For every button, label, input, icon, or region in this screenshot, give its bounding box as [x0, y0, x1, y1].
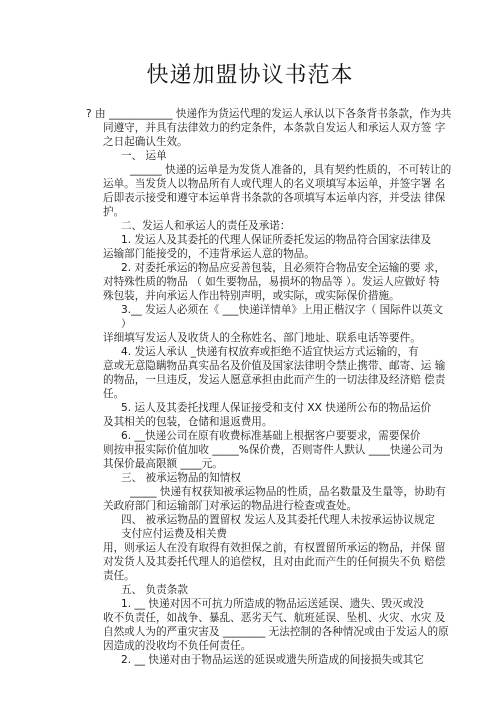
body-line: 对特殊性质的物品 （ 如生要物品，易损坏的物品等 ）。发运人应做好 特 [103, 276, 440, 288]
document-title: 快递加盟协议书范本 [146, 63, 354, 88]
body-line: ） [121, 318, 132, 330]
body-line: 因造成的没收均不负任何责任。 [103, 640, 252, 652]
body-line: 运输部门能接受的，不违背承运人意的物品。 [103, 248, 315, 260]
body-line: 详细填写发运人及收货人的全称姓名、部门地址、联系电话等要件。 [103, 332, 421, 344]
body-line: 四、 被承运物品的置留权 发运人及其委托代理人未按承运协议规定 [121, 514, 435, 526]
body-line: 2. 对委托承运的物品应妥善包装，且必须符合物品安全运输的要 求， [121, 262, 446, 274]
body-line: 1. __ 快递对因不可抗力所造成的物品运送延误、遗失、毁灭或没 [121, 598, 424, 610]
body-line: ? 由 ____________ 快递作为货运代理的发运人承认以下各条背书条款，作为共 [86, 108, 452, 120]
body-line: 其保价最高限额 ____元。 [103, 458, 223, 470]
body-line: 殊包装，并向承运人作出特别声明，或实际，或实际保价措施。 [103, 290, 400, 302]
body-line: 关政府部门和运输部门对承运的物品进行检查或查处。 [103, 500, 358, 512]
body-line: 6. __快递公司在原有收费标准基础上根据客户要要求，需要保价 [121, 430, 421, 442]
body-line: 对发货人及其委托代理人的追偿权，且对由此而产生的任何损失不负 赔偿 [103, 556, 446, 568]
body-line: 则按申报实际价值加收 _____%保价费，否则寄件人默认 ____快递公司为 [103, 444, 443, 456]
body-line: 护。 [103, 206, 125, 218]
body-line: 运单。当发货人以物品所有人或代理人的名义项填写本运单，并签字署 名 [103, 178, 446, 190]
body-line: 责任。 [103, 570, 135, 582]
body-line: 三、 被承运物品的知情权 [121, 472, 241, 484]
body-line: 意或无意隐瞒物品真实品名及价值及国家法律明令禁止携带、邮寄、运 输 [103, 360, 446, 372]
body-line: 自然或人为的严重灾害及 ________ 无法控制的各种情况或由于发运人的原 [103, 626, 449, 638]
body-line: 任。 [103, 388, 125, 400]
body-line: ______ 快递的运单是为发货人准备的，具有契约性质的，不可转让的 [130, 164, 452, 176]
body-line: 的物品，一旦违反，发运人愿意承担由此而产生的一切法律及经济赔 偿责 [103, 374, 446, 386]
body-line: 5. 运人及其委托找理人保证接受和支付 XX 快递所公布的物品运价 [121, 402, 432, 414]
body-line: 之日起确认生效。 [103, 136, 188, 148]
body-line: 3.__ 发运人必须在《 ___快递详情单》上用正楷汉字（ 国际件以英文 [121, 304, 444, 316]
body-line: 用，则承运人在没有取得有效担保之前，有权置留所承运的物品，并保 留 [103, 542, 446, 554]
body-line: 收不负责任，如战争、暴乱、恶劣天气、航班延误、坠机、火灾、水灾 及 [103, 612, 446, 624]
body-line: 后即表示接受和遵守本运单背书条款的各项填写本运单内容，并受法 律保 [103, 192, 446, 204]
body-line: 五、 负责条款 [121, 584, 188, 596]
body-line: 4. 发运人承认 _快递有权放弃或拒绝不适宜快运方式运输的，有 [121, 346, 419, 358]
body-line: 二、发运人和承运人的责任及承诺： [121, 220, 291, 232]
body-line: 2. __ 快递对由于物品运送的延误或遗失所造成的间接损失或其它 [121, 654, 424, 666]
body-line: 1. 发运人及其委托的代理人保证所委托发运的物品符合国家法律及 [121, 234, 432, 246]
body-line: 同遵守，并具有法律效力的约定条件，本条款自发运人和承运人双方签 字 [103, 122, 446, 134]
body-line: 一、 运单 [121, 150, 167, 162]
body-line: _____ 快递有权获知被承运物品的性质，品名数量及生量等，协助有 [130, 486, 446, 498]
body-line: 及其相关的包装，仓储和退返费用。 [103, 416, 273, 428]
body-line: 支付应付运费及相关费 [121, 528, 227, 540]
